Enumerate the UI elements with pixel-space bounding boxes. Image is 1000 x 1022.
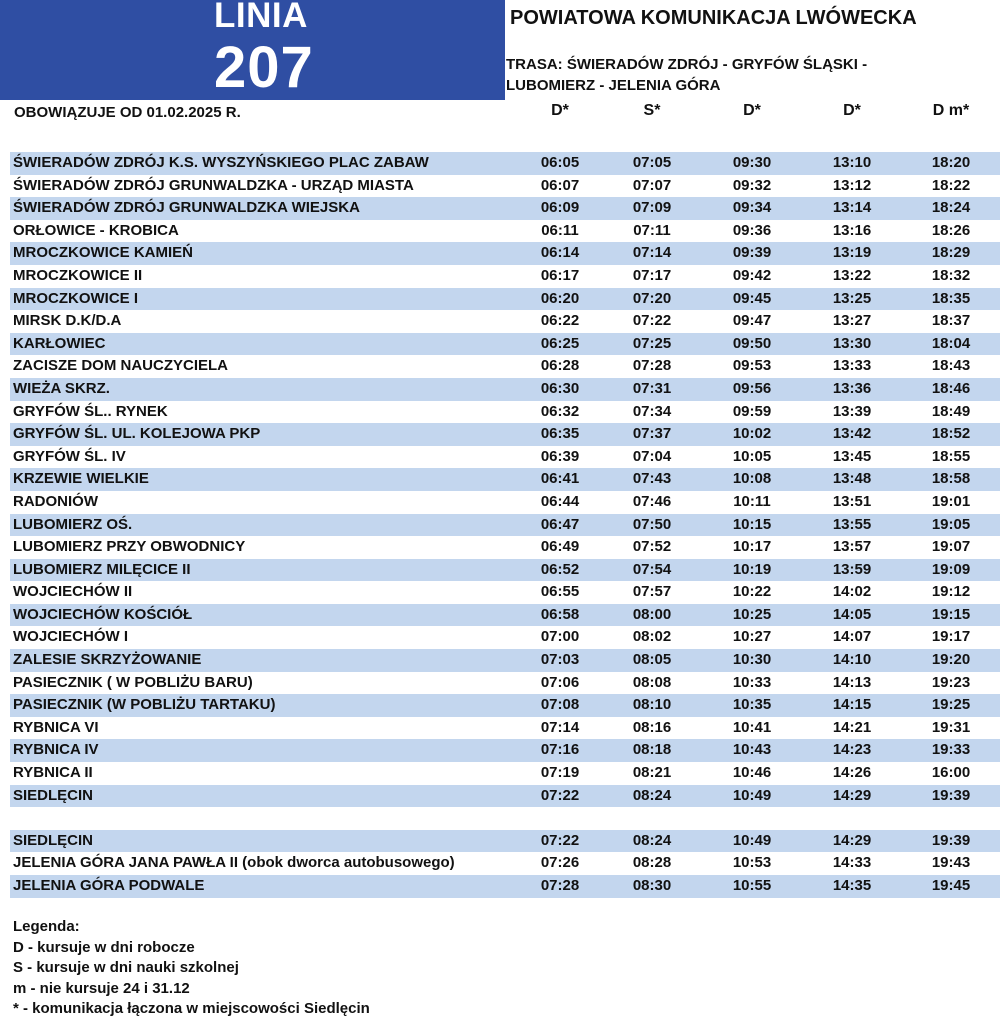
departure-time: 09:42 [732,266,772,284]
departure-time: 10:11 [733,492,771,510]
departure-time: 07:37 [632,425,672,443]
departure-time: 09:53 [732,357,772,375]
departure-time: 13:42 [832,425,872,443]
departure-time: 18:24 [931,199,971,217]
departure-time: 14:02 [832,583,872,601]
stop-name: LUBOMIERZ MILĘCICE II [13,560,191,578]
departure-time: 07:25 [632,334,672,352]
departure-time: 08:05 [632,651,672,669]
departure-time: 19:39 [931,786,971,804]
departure-time: 07:52 [632,538,672,556]
departure-time: 18:46 [931,379,971,397]
table-row [10,626,1000,649]
table-row [10,446,1000,469]
departure-time: 19:07 [931,538,971,556]
table-row [10,762,1000,785]
legend-item: * - komunikacja łączona w miejscowości Siedlęcin [13,1000,370,1018]
departure-time: 09:36 [732,221,772,239]
timetable [10,152,1000,898]
departure-time: 19:23 [931,673,971,691]
departure-time: 10:05 [732,447,772,465]
table-row [10,152,1000,175]
departure-time: 07:03 [540,651,580,669]
departure-time: 06:07 [540,176,580,194]
departure-time: 13:10 [832,154,872,171]
departure-time: 14:10 [832,651,872,669]
route-line-1: TRASA: ŚWIERADÓW ZDRÓJ - GRYFÓW ŚLĄSKI - [506,56,868,73]
departure-time: 10:49 [732,831,772,849]
stop-name: MROCZKOWICE KAMIEŃ [13,244,193,262]
line-number: 207 [214,35,314,100]
departure-time: 07:57 [632,583,672,601]
departure-time: 14:15 [832,696,872,714]
departure-time: 10:46 [732,764,772,782]
departure-time: 10:53 [732,854,772,872]
stop-name: SIEDLĘCIN [13,831,94,849]
departure-time: 10:22 [732,583,772,601]
table-row [10,401,1000,424]
section-gap [10,807,1000,830]
departure-time: 06:22 [540,312,580,330]
stop-name: RADONIÓW [13,492,98,510]
column-header: D* [551,102,569,119]
table-row [10,875,1000,898]
column-header: D* [743,102,761,119]
departure-time: 10:15 [732,515,772,533]
departure-time: 08:24 [632,786,672,804]
departure-time: 13:45 [832,447,872,465]
departure-time: 13:25 [832,289,872,307]
departure-time: 19:17 [931,628,971,646]
route-line-2: LUBOMIERZ - JELENIA GÓRA [506,77,721,94]
departure-time: 19:31 [931,718,971,736]
departure-time: 08:00 [632,605,672,623]
departure-time: 14:33 [832,854,872,872]
stop-name: ZALESIE SKRZYŻOWANIE [13,651,202,669]
departure-time: 09:50 [732,334,772,352]
departure-time: 08:24 [632,831,672,849]
departure-time: 14:23 [832,741,872,759]
departure-time: 14:29 [832,831,872,849]
stop-name: KARŁOWIEC [13,334,106,352]
stop-name: WOJCIECHÓW KOŚCIÓŁ [13,605,193,623]
stop-name: ŚWIERADÓW ZDRÓJ K.S. WYSZYŃSKIEGO PLAC ZABAW [13,154,429,171]
stop-name: ORŁOWICE - KROBICA [13,221,179,239]
departure-time: 13:14 [832,199,872,217]
table-row [10,242,1000,265]
departure-time: 10:02 [732,425,772,443]
departure-time: 06:14 [540,244,580,262]
departure-time: 18:37 [931,312,971,330]
departure-time: 08:08 [632,673,672,691]
departure-time: 09:59 [732,402,772,420]
departure-time: 08:16 [632,718,672,736]
stop-name: WOJCIECHÓW II [13,583,133,601]
column-header: D m* [932,102,970,119]
departure-time: 07:14 [540,718,580,736]
departure-time: 07:07 [632,176,672,194]
departure-time: 06:52 [540,560,580,578]
table-row [10,288,1000,311]
stop-name: JELENIA GÓRA JANA PAWŁA II (obok dworca autobusowego) [13,854,455,872]
departure-time: 07:09 [632,199,672,217]
departure-time: 19:15 [931,605,971,623]
departure-time: 18:32 [931,266,971,284]
legend-item: D - kursuje w dni robocze [13,938,195,956]
stop-name: LUBOMIERZ PRZY OBWODNICY [13,538,246,556]
departure-time: 08:30 [632,877,672,894]
departure-time: 16:00 [931,764,971,782]
departure-time: 13:57 [832,538,872,556]
table-row [10,220,1000,243]
table-row [10,717,1000,740]
stop-name: ZACISZE DOM NAUCZYCIELA [13,357,228,375]
departure-time: 18:20 [931,154,971,171]
departure-time: 10:55 [732,877,772,894]
stop-name: RYBNICA IV [13,741,99,759]
stop-name: GRYFÓW ŚL. UL. KOLEJOWA PKP [13,425,261,443]
stop-name: MIRSK D.K/D.A [13,312,122,330]
departure-time: 07:31 [632,379,672,397]
departure-time: 13:36 [832,379,872,397]
departure-time: 10:27 [732,628,772,646]
table-row [10,355,1000,378]
departure-time: 07:06 [540,673,580,691]
departure-time: 06:44 [540,492,580,510]
column-header: D* [843,102,861,119]
departure-time: 07:22 [540,831,580,849]
departure-time: 13:12 [832,176,872,194]
departure-time: 13:59 [832,560,872,578]
departure-time: 06:25 [540,334,580,352]
stop-name: GRYFÓW ŚL.. RYNEK [13,402,168,420]
column-header: S* [643,102,661,119]
departure-time: 19:33 [931,741,971,759]
departure-time: 10:19 [732,560,772,578]
departure-time: 07:22 [540,786,580,804]
table-row [10,694,1000,717]
departure-time: 09:30 [732,154,772,171]
stop-name: RYBNICA II [13,764,93,782]
departure-time: 10:49 [732,786,772,804]
departure-time: 06:35 [540,425,580,443]
departure-time: 13:48 [832,470,872,488]
departure-time: 18:29 [931,244,971,262]
line-label: LINIA [214,0,308,35]
departure-time: 07:17 [632,266,672,284]
table-row [10,604,1000,627]
departure-time: 14:05 [832,605,872,623]
departure-time: 07:05 [632,154,672,171]
stop-name: KRZEWIE WIELKIE [13,470,149,488]
departure-time: 10:41 [732,718,772,736]
departure-time: 10:30 [732,651,772,669]
departure-time: 07:28 [540,877,580,894]
departure-time: 14:35 [832,877,872,894]
table-row [10,265,1000,288]
departure-time: 08:28 [632,854,672,872]
departure-time: 08:21 [632,764,672,782]
departure-time: 19:09 [931,560,971,578]
departure-time: 13:27 [832,312,872,330]
departure-time: 08:02 [632,628,672,646]
departure-time: 10:08 [732,470,772,488]
table-row [10,333,1000,356]
departure-time: 14:21 [832,718,872,736]
departure-time: 07:46 [632,492,672,510]
departure-time: 07:50 [632,515,672,533]
departure-time: 13:19 [832,244,872,262]
table-row [10,649,1000,672]
departure-time: 19:45 [931,877,971,894]
legend-item: m - nie kursuje 24 i 31.12 [13,979,190,997]
legend [13,917,370,1020]
departure-time: 06:11 [541,221,579,239]
departure-time: 07:08 [540,696,580,714]
departure-time: 06:55 [540,583,580,601]
departure-time: 09:34 [732,199,772,217]
line-badge [0,0,505,100]
legend-item: S - kursuje w dni nauki szkolnej [13,959,239,977]
stop-name: WIEŻA SKRZ. [13,379,110,397]
departure-time: 07:22 [632,312,672,330]
departure-time: 14:13 [832,673,872,691]
stop-name: PASIECZNIK (W POBLIŻU TARTAKU) [13,696,276,714]
departure-time: 18:58 [931,470,971,488]
table-row [10,197,1000,220]
departure-time: 19:20 [931,651,971,669]
stop-name: SIEDLĘCIN [13,786,94,804]
stop-name: GRYFÓW ŚL. IV [13,447,126,465]
table-row [10,423,1000,446]
departure-time: 10:25 [732,605,772,623]
departure-time: 13:55 [832,515,872,533]
table-row [10,739,1000,762]
departure-time: 19:43 [931,854,971,872]
company-title: POWIATOWA KOMUNIKACJA LWÓWECKA [510,7,917,29]
departure-time: 07:54 [632,560,672,578]
departure-time: 06:30 [540,379,580,397]
departure-time: 18:04 [931,334,971,352]
stop-name: ŚWIERADÓW ZDRÓJ GRUNWALDZKA WIEJSKA [13,199,360,217]
stop-name: RYBNICA VI [13,718,99,736]
departure-time: 06:20 [540,289,580,307]
departure-time: 18:35 [931,289,971,307]
departure-time: 06:47 [540,515,580,533]
table-row [10,175,1000,198]
departure-time: 13:51 [832,492,872,510]
departure-time: 06:05 [540,154,580,171]
stop-name: ŚWIERADÓW ZDRÓJ GRUNWALDZKA - URZĄD MIASTA [13,176,414,194]
stop-name: PASIECZNIK ( W POBLIŻU BARU) [13,673,253,691]
stop-name: MROCZKOWICE I [13,289,138,307]
departure-time: 19:01 [931,492,971,510]
departure-time: 06:58 [540,605,580,623]
departure-time: 06:49 [540,538,580,556]
departure-time: 06:17 [540,266,580,284]
table-row [10,785,1000,808]
departure-time: 13:16 [832,221,872,239]
departure-time: 07:14 [632,244,672,262]
departure-time: 18:49 [931,402,971,420]
departure-time: 18:43 [931,357,971,375]
stop-name: MROCZKOWICE II [13,266,143,284]
departure-time: 10:35 [732,696,772,714]
valid-from: OBOWIĄZUJE OD 01.02.2025 R. [14,104,241,121]
departure-time: 10:17 [732,538,772,556]
stop-name: LUBOMIERZ OŚ. [13,515,133,533]
departure-time: 19:12 [931,583,971,601]
departure-time: 13:30 [832,334,872,352]
legend-title: Legenda: [13,918,80,935]
departure-time: 19:05 [931,515,971,533]
departure-time: 10:43 [732,741,772,759]
table-row [10,468,1000,491]
table-row [10,581,1000,604]
departure-time: 09:45 [732,289,772,307]
departure-time: 13:33 [832,357,872,375]
departure-time: 06:41 [540,470,580,488]
departure-time: 08:10 [632,696,672,714]
table-row [10,491,1000,514]
departure-time: 19:25 [931,696,971,714]
departure-time: 07:20 [632,289,672,307]
departure-time: 18:55 [931,447,971,465]
departure-time: 06:32 [540,402,580,420]
departure-time: 09:32 [732,176,772,194]
departure-time: 07:28 [632,357,672,375]
table-row [10,514,1000,537]
departure-time: 18:22 [931,176,971,194]
departure-time: 06:09 [540,199,580,217]
table-row [10,310,1000,333]
departure-time: 06:28 [540,357,580,375]
table-row [10,559,1000,582]
departure-time: 06:39 [540,447,580,465]
table-row [10,378,1000,401]
departure-time: 19:39 [931,831,971,849]
departure-time: 07:11 [633,221,671,239]
departure-time: 13:39 [832,402,872,420]
departure-time: 18:26 [931,221,971,239]
table-row [10,672,1000,695]
table-row [10,852,1000,875]
departure-time: 14:26 [832,764,872,782]
departure-time: 13:22 [832,266,872,284]
departure-time: 07:00 [540,628,580,646]
departure-time: 07:16 [540,741,580,759]
departure-time: 07:04 [632,447,672,465]
departure-time: 07:19 [540,764,580,782]
departure-time: 14:29 [832,786,872,804]
route-description [506,54,946,96]
departure-time: 07:43 [632,470,672,488]
departure-time: 10:33 [732,673,772,691]
stop-name: WOJCIECHÓW I [13,628,128,646]
departure-time: 09:56 [732,379,772,397]
departure-time: 14:07 [832,628,872,646]
table-row [10,830,1000,853]
departure-time: 08:18 [632,741,672,759]
stop-name: JELENIA GÓRA PODWALE [13,877,205,894]
departure-time: 09:39 [732,244,772,262]
departure-time: 18:52 [931,425,971,443]
table-row [10,536,1000,559]
departure-time: 09:47 [732,312,772,330]
departure-time: 07:34 [632,402,672,420]
departure-time: 07:26 [540,854,580,872]
